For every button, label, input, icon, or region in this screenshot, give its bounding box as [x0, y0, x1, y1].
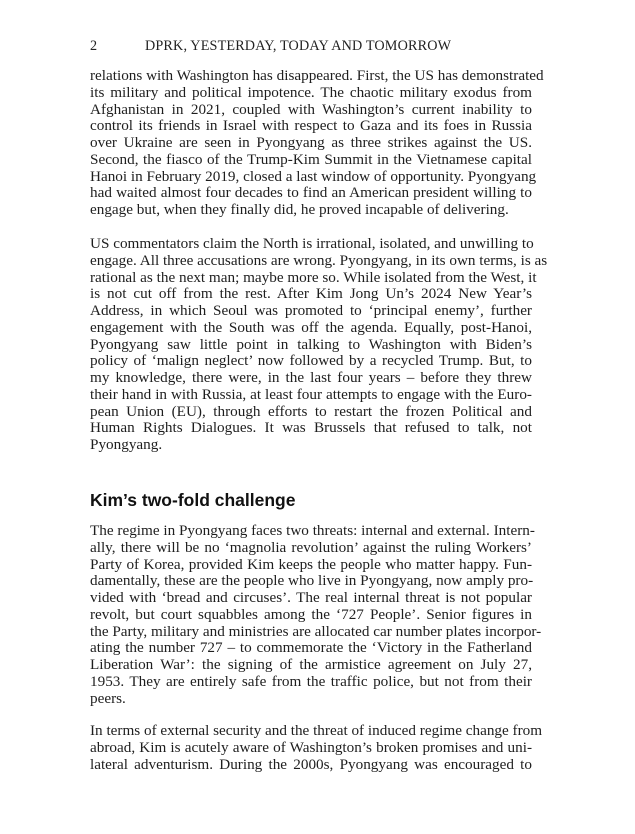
text-line: Afghanistan in 2021, coupled with Washington’s current inability to — [90, 100, 532, 118]
text-line: is not cut off from the rest. After Kim Jong Un’s 2024 New Year’s — [90, 285, 532, 303]
text-line: damentally, these are the people who live in Pyongyang, now amply pro- — [90, 572, 534, 590]
text-line: rational as the next man; maybe more so. While isolated from the West, it — [90, 268, 537, 286]
text-line: Party of Korea, provided Kim keeps the people who matter happy. Fun- — [90, 555, 532, 573]
text-line: ally, there will be no ‘magnolia revolution’ against the ruling Workers’ — [90, 538, 532, 556]
text-line: my knowledge, there were, in the last four years – before they threw — [90, 369, 532, 386]
paragraph-1 — [90, 67, 544, 219]
running-head-title: DPRK, YESTERDAY, TODAY AND TOMORROW — [145, 38, 452, 54]
page-number: 2 — [90, 38, 98, 54]
text-line: 1953. They are entirely safe from the traffic police, but not from their — [90, 672, 532, 690]
text-line: Liberation War’: the signing of the armistice agreement on July 27, — [90, 656, 532, 673]
text-line: relations with Washington has disappeared. First, the US has demonstrated — [90, 67, 544, 84]
text-line: peers. — [90, 689, 126, 707]
text-line: Address, in which Seoul was promoted to ‘principal enemy’, further — [90, 302, 532, 319]
text-line: engage. All three accusations are wrong. Pyongyang, in its own terms, is as — [90, 251, 548, 269]
text-line: pean Union (EU), through efforts to restart the frozen Political and — [90, 402, 532, 420]
running-head — [90, 38, 532, 58]
text-line: lateral adventurism. During the 2000s, Pyongyang was encouraged to — [90, 755, 532, 773]
text-line: In terms of external security and the threat of induced regime change from — [90, 722, 543, 739]
text-line: their hand in with Russia, at least four attempts to engage with the Euro- — [90, 385, 532, 403]
text-line: Hanoi in February 2019, closed a last window of opportunity. Pyongyang — [90, 167, 537, 185]
paragraph-4 — [90, 722, 543, 773]
section-heading: Kim’s two-fold challenge — [90, 490, 296, 510]
paragraph-2 — [90, 235, 548, 454]
text-line: over Ukraine are seen in Pyongyang as three strikes against the US. — [90, 134, 532, 151]
text-line: the Party, military and ministries are allocated car number plates incorpor- — [90, 622, 542, 640]
text-line: its military and political impotence. The chaotic military exodus from — [90, 83, 532, 101]
text-line: had waited almost four decades to find an American president willing to — [90, 184, 532, 202]
paragraph-3 — [90, 522, 542, 707]
text-line: Human Rights Dialogues. It was Brussels that refused to talk, not — [90, 419, 532, 437]
text-line: engagement with the South was off the agenda. Equally, post-Hanoi, — [90, 318, 532, 336]
text-line: control its friends in Israel with respect to Gaza and its foes in Russia — [90, 117, 532, 135]
text-line: abroad, Kim is acutely aware of Washington’s broken promises and uni- — [90, 738, 532, 756]
text-line: Second, the fiasco of the Trump-Kim Summit in the Vietnamese capital — [90, 150, 532, 168]
text-line: policy of ‘malign neglect’ now followed by a recycled Trump. But, to — [90, 352, 532, 370]
text-line: Pyongyang. — [90, 436, 163, 453]
text-line: engage but, when they finally did, he proved incapable of delivering. — [90, 201, 509, 218]
text-line: revolt, but court squabbles among the ‘727 People’. Senior figures in — [90, 605, 532, 623]
text-line: US commentators claim the North is irrational, isolated, and unwilling to — [90, 235, 534, 252]
text-line: ating the number 727 – to commemorate the ‘Victory in the Fatherland — [90, 639, 532, 657]
text-line: vided with ‘bread and circuses’. The real internal threat is not popular — [90, 589, 532, 606]
text-line: The regime in Pyongyang faces two threats: internal and external. Intern- — [90, 522, 535, 539]
text-line: Pyongyang saw little point in talking to Washington with Biden’s — [90, 335, 532, 353]
